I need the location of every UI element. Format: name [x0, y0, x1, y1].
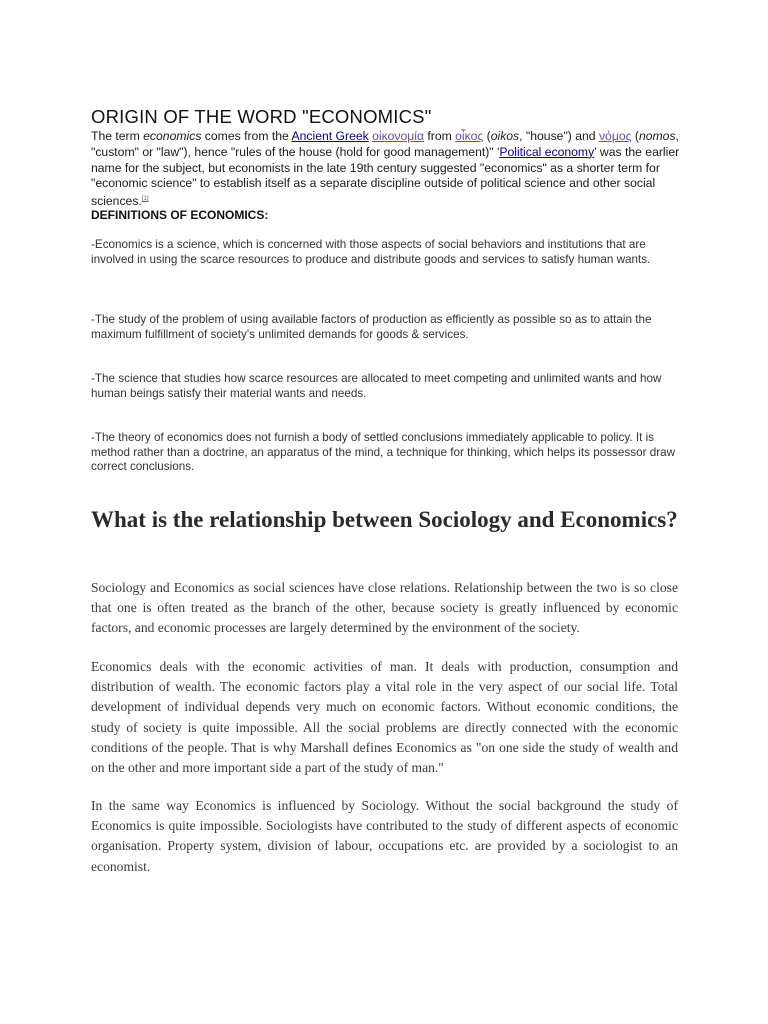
oikos-link[interactable]: οἶκος — [455, 129, 484, 143]
definition-item: -The study of the problem of using available factors of production as efficiently as possible so as to attain the maximum fulfillment of society's unlimited demands for goods & services. — [91, 313, 652, 341]
text-span: , "custom" or "law"), hence "rules of the house (hold for good management)" ' — [91, 129, 679, 159]
definition-item: -Economics is a science, which is concerned with those aspects of social behaviors and institutions that are involved in using the scarce resources to produce and distribute goods and services to satisfy human wants. — [91, 238, 651, 266]
relationship-heading: What is the relationship between Sociology and Economics? — [91, 507, 678, 532]
footnote-link[interactable]: [1] — [141, 196, 149, 203]
definition-item: -The science that studies how scarce resources are allocated to meet competing and unlimited wants and how human beings satisfy their material wants and needs. — [91, 372, 662, 400]
term-nomos: nomos — [638, 129, 676, 143]
text-span: The term — [91, 129, 144, 143]
origin-paragraph — [91, 129, 681, 210]
relationship-paragraph: In the same way Economics is influenced by Sociology. Without the social background the study of Economics is quite impossible. Sociologists have contributed to the study of different aspects of economic organisation. Property system, division of labour, occupations etc. are provided by a sociologist to an economist. — [91, 798, 678, 874]
origin-heading: ORIGIN OF THE WORD "ECONOMICS" — [91, 106, 432, 127]
relationship-paragraph: Sociology and Economics as social sciences have close relations. Relationship between the two is so close that one is often treated as the branch of the other, because society is greatly influenced by economic factors, and economic processes are largely determined by the environment of the society. — [91, 580, 678, 636]
oikonomia-link[interactable]: οἰκονομία — [372, 129, 424, 143]
definition-item: -The theory of economics does not furnish a body of settled conclusions immediately applicable to policy. It is method rather than a doctrine, an apparatus of the mind, a technique for thinking, which helps its possessor draw correct conclusions. — [91, 431, 676, 474]
term-oikos: oikos — [490, 129, 520, 143]
ancient-greek-link[interactable]: Ancient Greek — [291, 129, 369, 143]
political-economy-link[interactable]: Political economy — [499, 144, 595, 159]
text-span: ' was the earlier name for the subject, but economists in the late 19th century suggested "economics" as a shorter term for "economic science" to establish itself as a separate discipline outside of political science and other social sciences. — [91, 144, 680, 209]
text-span: , "house") and — [519, 129, 599, 143]
text-span: from — [424, 129, 456, 143]
relationship-paragraph: Economics deals with the economic activities of man. It deals with production, consumption and distribution of wealth. The economic factors play a vital role in the very aspect of our social life. Total development of individual depends very much on economic factors. Without economic conditions, the study of society is quite impossible. All the social problems are directly connected with the economic conditions of the people. That is why Marshall defines Economics as "on one side the study of wealth and on the other and more important side a part of the study of man." — [91, 659, 678, 776]
term-economics: economics — [143, 129, 202, 143]
text-span: comes from the — [201, 129, 292, 143]
definitions-heading: DEFINITIONS OF ECONOMICS: — [91, 208, 269, 222]
text-span: ( — [631, 129, 639, 143]
nomos-link[interactable]: νόμος — [598, 129, 632, 143]
text-span: ( — [483, 129, 491, 143]
